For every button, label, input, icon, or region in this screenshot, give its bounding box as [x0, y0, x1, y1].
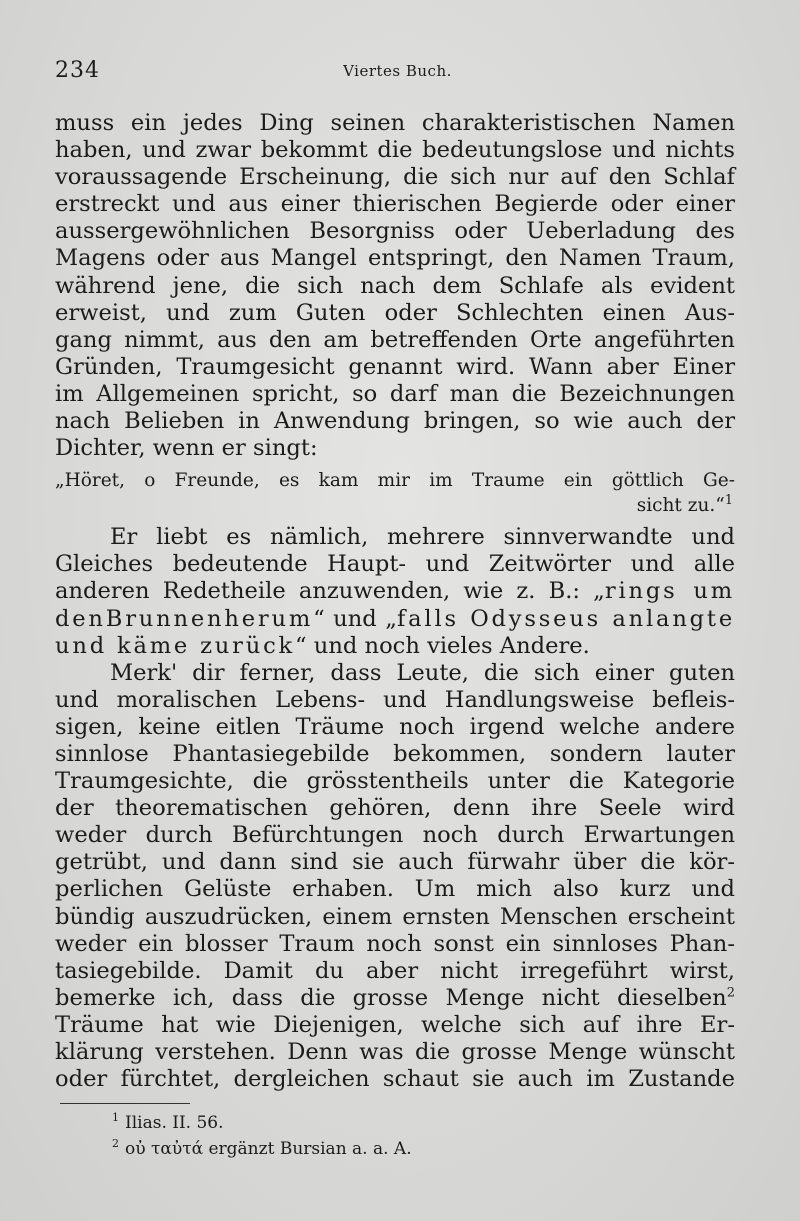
text-line: erweist, und zum Guten oder Schlechten einen Aus- — [55, 299, 735, 326]
page-header — [55, 58, 740, 88]
text-run: bemerke ich, dass die grosse Menge nicht dieselben — [55, 984, 727, 1011]
text-line: voraussagende Erscheinung, die sich nur auf den Schlaf — [55, 164, 735, 191]
text-line: tasiegebilde. Damit du aber nicht irregeführt wirst, — [55, 957, 735, 984]
text-line: haben, und zwar bekommt die bedeutungslose und nichts — [55, 137, 735, 164]
text-line: weder durch Befürchtungen noch durch Erwartungen — [55, 822, 735, 849]
quote-text: sicht zu.“ — [636, 495, 725, 517]
spaced-text: und käme zurück — [55, 632, 296, 659]
text-line: Gleiches bedeutende Haupt- und Zeitwörter und alle — [55, 551, 735, 578]
text-line: sinnlose Phantasiegebilde bekommen, sondern lauter — [55, 740, 735, 767]
text-line: sigen, keine eitlen Träume noch irgend welche andere — [55, 713, 735, 740]
text-line: Merk' dir ferner, dass Leute, die sich einer guten — [110, 659, 735, 686]
footnote-text: οὐ ταὐτά ergänzt Bursian a. a. A. — [125, 1139, 412, 1159]
text-line — [55, 606, 735, 633]
text-line: bündig auszudrücken, einem ernsten Menschen erscheint — [55, 903, 735, 930]
text-line: oder fürchtet, dergleichen schaut sie auch im Zustande — [55, 1066, 735, 1093]
quote-line — [55, 493, 735, 518]
text-line: Gründen, Traumgesicht genannt wird. Wann aber Einer — [55, 353, 735, 380]
text-line: getrübt, und dann sind sie auch fürwahr über die kör- — [55, 849, 735, 876]
text-run: “ und noch vieles Andere. — [295, 632, 590, 659]
footnote-mark: 1 — [112, 1111, 119, 1125]
paragraph-3 — [55, 660, 735, 1094]
text-line: Dichter, wenn er singt: — [55, 435, 318, 462]
spaced-text: falls Odysseus anlangte — [396, 605, 735, 632]
footnote-item — [112, 1110, 412, 1136]
footnote-text: Ilias. II. 56. — [125, 1113, 224, 1133]
running-head: Viertes Buch. — [343, 62, 452, 80]
footnote-mark: 2 — [112, 1137, 119, 1151]
text-line — [55, 633, 735, 660]
footnote-divider — [60, 1103, 190, 1104]
body-text — [55, 110, 735, 1093]
text-line: aussergewöhnlichen Besorgniss oder Ueberladung des — [55, 218, 735, 245]
footnote-ref: 1 — [724, 493, 733, 509]
spaced-text: denBrunnenherum — [55, 605, 314, 632]
text-line: perlichen Gelüste erhaben. Um mich also kurz und — [55, 876, 735, 903]
text-line: erstreckt und aus einer thierischen Begierde oder einer — [55, 191, 735, 218]
paragraph-2 — [55, 524, 735, 659]
spaced-text: rings um — [604, 578, 736, 605]
verse-quote — [55, 468, 735, 518]
footnotes — [112, 1110, 412, 1162]
text-line: nach Belieben in Anwendung bringen, so wie auch der — [55, 408, 735, 435]
text-run: “ und „ — [313, 605, 397, 632]
page-number: 234 — [55, 58, 100, 83]
text-line: und moralischen Lebens- und Handlungsweise befleis- — [55, 686, 735, 713]
text-line: klärung verstehen. Denn was die grosse Menge wünscht — [55, 1039, 735, 1065]
text-run: anderen Redetheile anzuwenden, wie z. B.: „ — [55, 578, 605, 605]
footnote-ref: 2 — [726, 985, 735, 1001]
text-line: Traumgesichte, die grösstentheils unter die Kategorie — [55, 768, 735, 795]
text-line — [55, 578, 735, 605]
text-line: Magens oder aus Mangel entspringt, den Namen Traum, — [55, 245, 735, 272]
text-line: Er liebt es nämlich, mehrere sinnverwandte und — [110, 524, 735, 551]
text-line: muss ein jedes Ding seinen charakteristischen Namen — [55, 110, 735, 136]
paragraph-1 — [55, 110, 735, 462]
quote-line: „Höret, o Freunde, es kam mir im Traume ein göttlich Ge- — [55, 470, 735, 492]
text-line: im Allgemeinen spricht, so darf man die Bezeichnungen — [55, 380, 735, 407]
text-line: gang nimmt, aus den am betreffenden Orte angeführten — [55, 326, 735, 353]
text-line — [55, 985, 735, 1012]
text-line: während jene, die sich nach dem Schlafe als evident — [55, 272, 735, 299]
text-line: weder ein blosser Traum noch sonst ein sinnloses Phan- — [55, 930, 735, 957]
text-line: der theorematischen gehören, denn ihre Seele wird — [55, 795, 735, 822]
footnote-item — [112, 1136, 412, 1162]
text-line: Träume hat wie Diejenigen, welche sich auf ihre Er- — [55, 1011, 735, 1038]
